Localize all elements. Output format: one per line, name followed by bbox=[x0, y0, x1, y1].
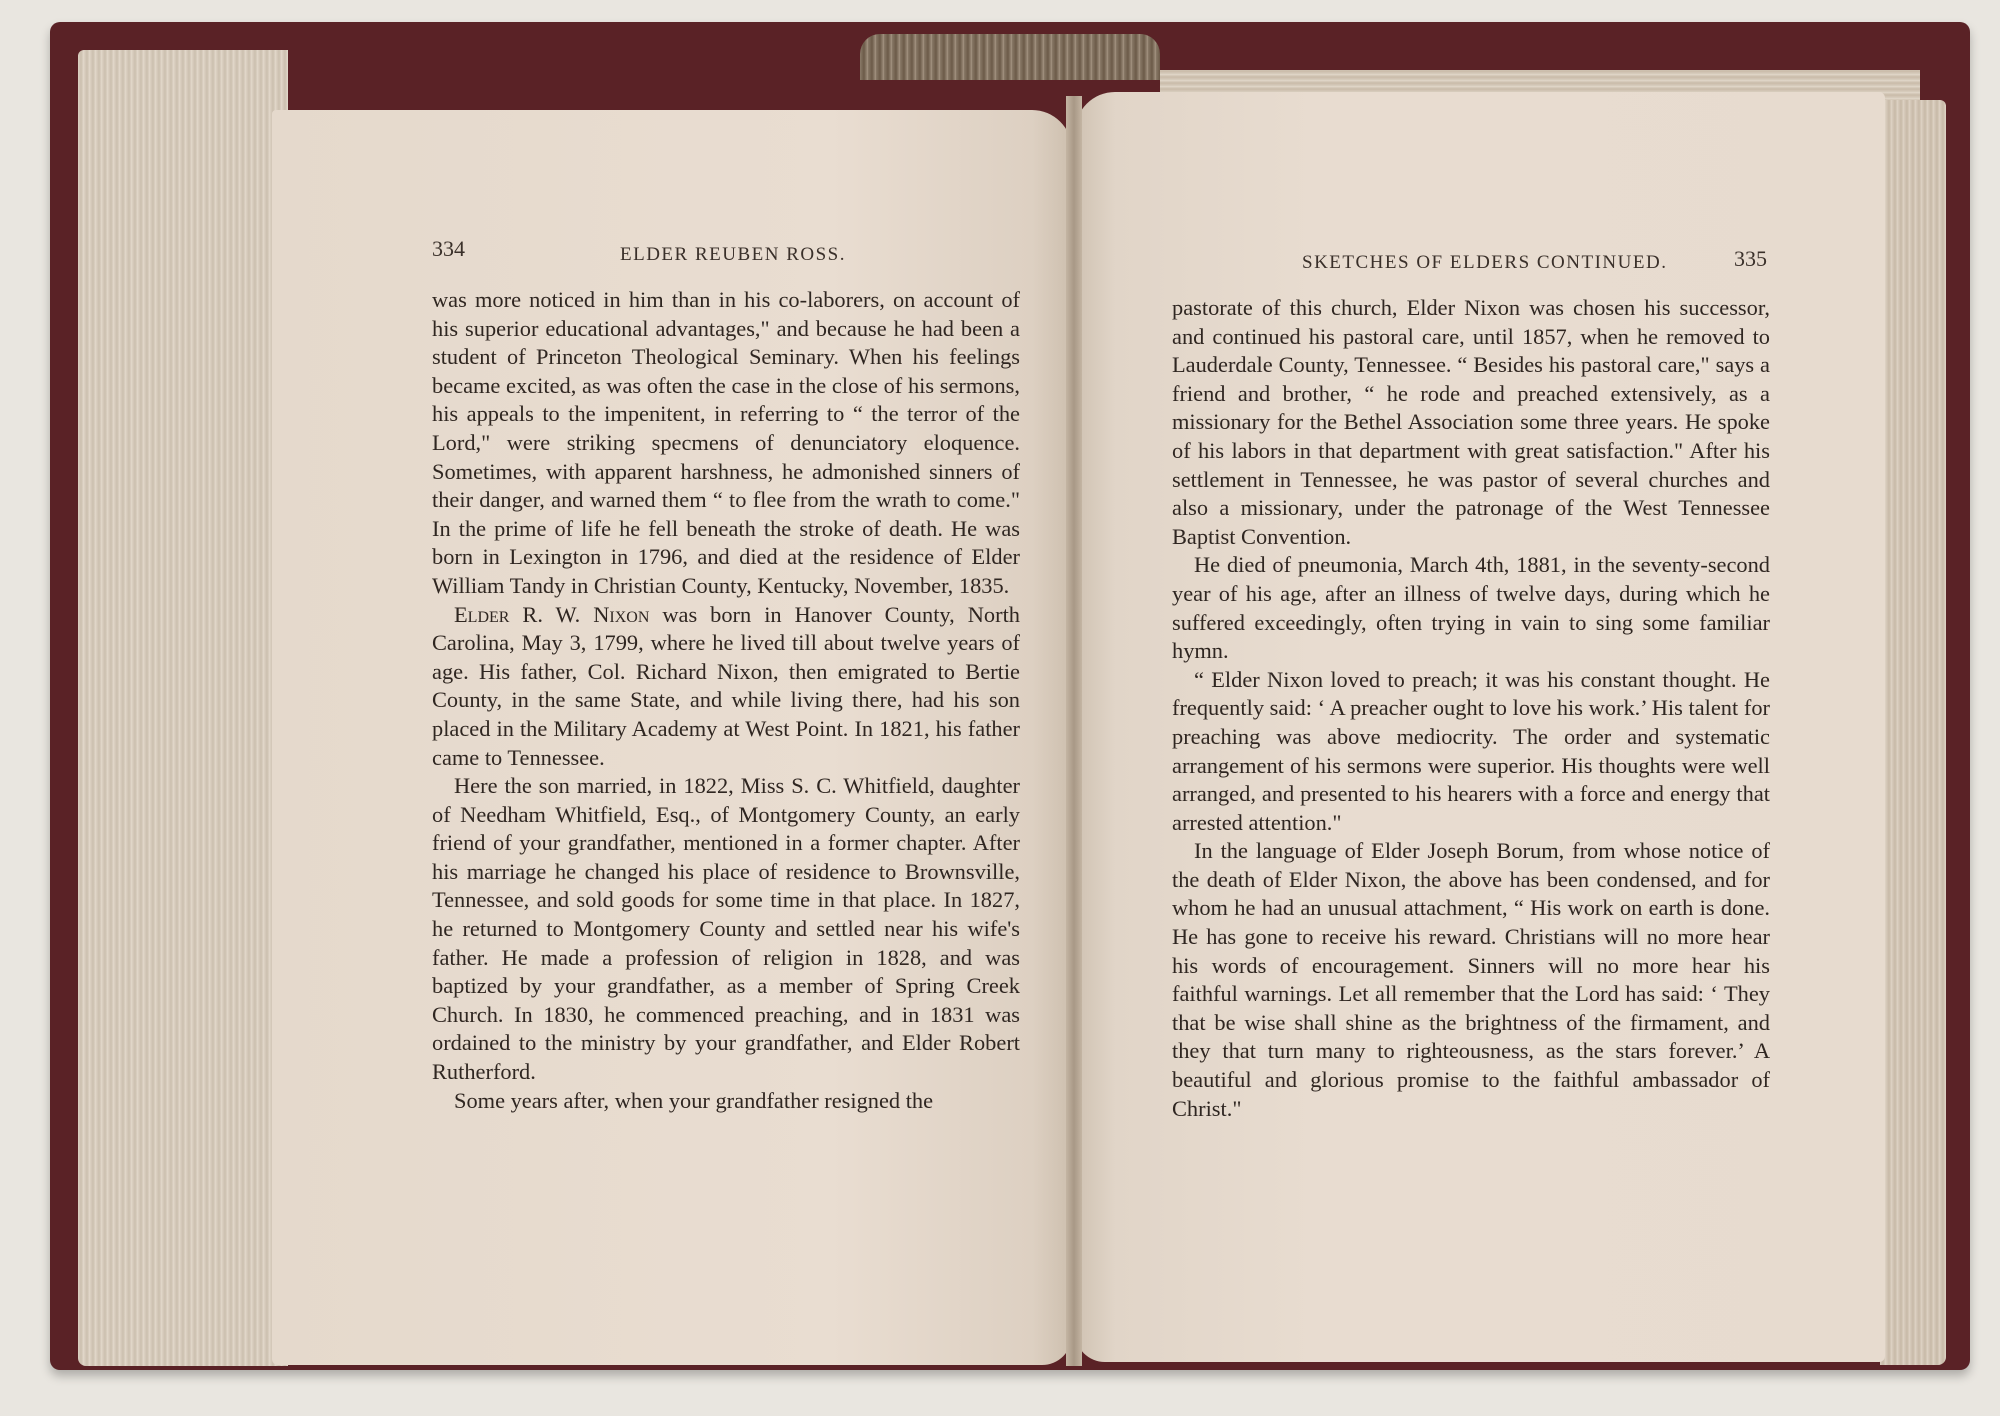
paragraph-lead-in: Elder R. W. Nixon bbox=[454, 601, 650, 627]
left-page-edges bbox=[78, 50, 288, 1366]
paragraph bbox=[432, 1087, 1020, 1116]
right-running-head: SKETCHES OF ELDERS CONTINUED. bbox=[1302, 252, 1668, 273]
paragraph bbox=[1172, 666, 1770, 838]
book-gutter bbox=[1066, 96, 1082, 1366]
paragraph-text: He died of pneumonia, March 4th, 1881, in the seventy-second year of his age, after an illness of twelve days, during which he suffered exceedingly, often trying in vain to sing some familiar hymn. bbox=[1172, 552, 1770, 664]
right-page-text bbox=[1172, 294, 1770, 1123]
book-spine bbox=[860, 34, 1160, 80]
right-page-edges bbox=[1880, 100, 1946, 1365]
paragraph-text: Here the son married, in 1822, Miss S. C. Whitfield, daughter of Needham Whitfield, Esq., of Montgomery County, an early friend of your grandfather, mentioned in a former chapter. After his marriage he changed his place of residence to Brownsville, Tennessee, and sold goods for some time in that place. In 1827, he returned to Montgomery County and settled near his wife's father. He made a profession of religion in 1828, and was baptized by your grandfather, as a member of Spring Creek Church. In 1830, he commenced preaching, and in 1831 was ordained to the ministry by your grandfather, and Elder Robert Rutherford. bbox=[432, 773, 1020, 1085]
paragraph bbox=[432, 601, 1020, 773]
paragraph-text: “ Elder Nixon loved to preach; it was his constant thought. He frequently said: ‘ A preacher ought to love his work.’ His talent for preaching was above mediocrity. The order and systematic arrangement of his sermons were superior. His thoughts were well arranged, and presented to his hearers with a force and energy that arrested attention." bbox=[1172, 666, 1770, 835]
paragraph bbox=[1172, 294, 1770, 551]
paragraph-text: Some years after, when your grandfather resigned the bbox=[454, 1087, 934, 1113]
paragraph-text: In the language of Elder Joseph Borum, from whose notice of the death of Elder Nixon, the above has been condensed, and for whom he had an unusual attachment, “ His work on earth is done. He has gone to receive his reward. Christians will no more hear his words of encouragement. Sinners will no more hear his faithful warnings. Let all remember that the Lord has said: ‘ They that be wise shall shine as the brightness of the firmament, and they that turn many to righteousness, as the stars forever.’ A beautiful and glorious promise to the faithful ambassador of Christ." bbox=[1172, 838, 1770, 1121]
paragraph bbox=[1172, 551, 1770, 665]
left-running-head: ELDER REUBEN ROSS. bbox=[620, 244, 846, 265]
paragraph-text: was more noticed in him than in his co-laborers, on account of his superior educational advantages," and because he had been a student of Princeton Theological Seminary. When his feelings became excited, as was often the case in the close of his sermons, his appeals to the impenitent, in referring to “ the terror of the Lord," were striking specmens of denunciatory eloquence. Sometimes, with apparent harshness, he admonished sinners of their danger, and warned them “ to flee from the wrath to come." In the prime of life he fell beneath the stroke of death. He was born in Lexington in 1796, and died at the residence of Elder William Tandy in Christian County, Kentucky, November, 1835. bbox=[432, 287, 1020, 598]
left-page-number: 334 bbox=[432, 236, 465, 261]
left-page-text bbox=[432, 286, 1020, 1115]
paragraph-text: pastorate of this church, Elder Nixon was chosen his successor, and continued his pastoral care, until 1857, when he removed to Lauderdale County, Tennessee. “ Besides his pastoral care," says a friend and brother, “ he rode and preached extensively, as a missionary for the Bethel Association some three years. He spoke of his labors in that department with great satisfaction." After his settlement in Tennessee, he was pastor of several churches and also a missionary, under the patronage of the West Tennessee Baptist Convention. bbox=[1172, 295, 1770, 549]
right-page-number: 335 bbox=[1734, 246, 1767, 271]
paragraph-text: was born in Hanover County, North Carolina, May 3, 1799, where he lived till about twelve years of age. His father, Col. Richard Nixon, then emigrated to Bertie County, in the same State, and while living there, had his son placed in the Military Academy at West Point. In 1821, his father came to Tennessee. bbox=[432, 601, 1020, 770]
paragraph bbox=[432, 772, 1020, 1087]
paragraph bbox=[432, 286, 1020, 601]
paragraph bbox=[1172, 837, 1770, 1123]
